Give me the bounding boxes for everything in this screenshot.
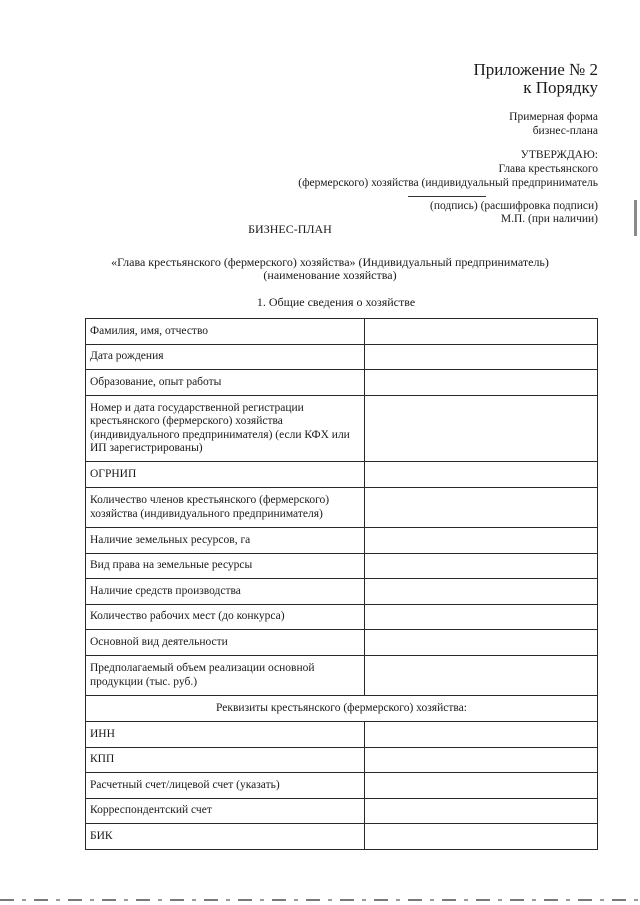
table-row xyxy=(86,488,598,528)
row-value-cell[interactable] xyxy=(365,656,598,696)
row-value-cell[interactable] xyxy=(365,554,598,579)
general-info-table xyxy=(85,318,598,850)
row-label: Вид права на земельные ресурсы xyxy=(86,554,365,579)
row-value-cell[interactable] xyxy=(365,319,598,345)
table-row xyxy=(86,605,598,630)
table-row xyxy=(86,630,598,656)
scan-bottom-edge xyxy=(0,899,640,901)
row-value-cell[interactable] xyxy=(365,722,598,748)
row-label: Корреспондентский счет xyxy=(86,799,365,824)
row-label: Расчетный счет/лицевой счет (указать) xyxy=(86,773,365,799)
approve-heading: УТВЕРЖДАЮ: xyxy=(520,149,598,161)
form-note-line-1: Примерная форма xyxy=(509,111,598,123)
row-value-cell[interactable] xyxy=(365,396,598,462)
row-label: Фамилия, имя, отчество xyxy=(86,319,365,345)
form-note-line-2: бизнес-плана xyxy=(532,125,598,137)
appendix-subtitle: к Порядку xyxy=(523,78,598,97)
row-label: Образование, опыт работы xyxy=(86,370,365,396)
approve-line-3: (фермерского) хозяйства (индивидуальный предприниматель xyxy=(298,177,598,189)
row-label: Основной вид деятельности xyxy=(86,630,365,656)
table-row xyxy=(86,773,598,799)
requisites-header: Реквизиты крестьянского (фермерского) хозяйства: xyxy=(86,696,598,722)
table-row xyxy=(86,319,598,345)
row-value-cell[interactable] xyxy=(365,630,598,656)
row-label: Наличие земельных ресурсов, га xyxy=(86,528,365,554)
stamp-caption: М.П. (при наличии) xyxy=(500,213,598,225)
row-value-cell[interactable] xyxy=(365,462,598,488)
table-row xyxy=(86,748,598,773)
farm-name-line: «Глава крестьянского (фермерского) хозяйства» (Индивидуальный предприниматель) xyxy=(111,255,549,269)
table-row xyxy=(86,722,598,748)
row-value-cell[interactable] xyxy=(365,773,598,799)
row-label: Номер и дата государственной регистрации крестьянского (фермерского) хозяйства (индивидуального предпринимателя) (если КФХ или ИП зарегистрированы) xyxy=(86,396,365,462)
row-label: БИК xyxy=(86,824,365,850)
farm-name-caption: (наименование хозяйства) xyxy=(263,268,397,282)
table-row xyxy=(86,656,598,696)
row-value-cell[interactable] xyxy=(365,528,598,554)
table-row xyxy=(86,396,598,462)
row-value-cell[interactable] xyxy=(365,488,598,528)
row-label: Дата рождения xyxy=(86,345,365,370)
row-label: ИНН xyxy=(86,722,365,748)
row-label: Наличие средств производства xyxy=(86,579,365,605)
table-row xyxy=(86,824,598,850)
scan-margin-mark xyxy=(634,200,637,236)
row-value-cell[interactable] xyxy=(365,579,598,605)
table-row xyxy=(86,462,598,488)
row-label: ОГРНИП xyxy=(86,462,365,488)
row-label: Количество членов крестьянского (фермерского) хозяйства (индивидуального предпринимателя) xyxy=(86,488,365,528)
row-label: Количество рабочих мест (до конкурса) xyxy=(86,605,365,630)
requisites-header-row xyxy=(86,696,598,722)
signature-caption: (подпись) (расшифровка подписи) xyxy=(429,200,598,212)
table-row xyxy=(86,370,598,396)
document-title: БИЗНЕС-ПЛАН xyxy=(248,222,332,236)
row-value-cell[interactable] xyxy=(365,605,598,630)
table-row xyxy=(86,528,598,554)
row-value-cell[interactable] xyxy=(365,824,598,850)
row-value-cell[interactable] xyxy=(365,370,598,396)
row-value-cell[interactable] xyxy=(365,799,598,824)
signature-line xyxy=(408,196,486,197)
table-row xyxy=(86,345,598,370)
section-title: 1. Общие сведения о хозяйстве xyxy=(256,295,416,309)
row-value-cell[interactable] xyxy=(365,748,598,773)
table-row xyxy=(86,554,598,579)
approve-line-2: Глава крестьянского xyxy=(498,163,598,175)
appendix-title: Приложение № 2 xyxy=(473,60,598,79)
row-label: КПП xyxy=(86,748,365,773)
table-row xyxy=(86,579,598,605)
row-label: Предполагаемый объем реализации основной продукции (тыс. руб.) xyxy=(86,656,365,696)
table-row xyxy=(86,799,598,824)
row-value-cell[interactable] xyxy=(365,345,598,370)
